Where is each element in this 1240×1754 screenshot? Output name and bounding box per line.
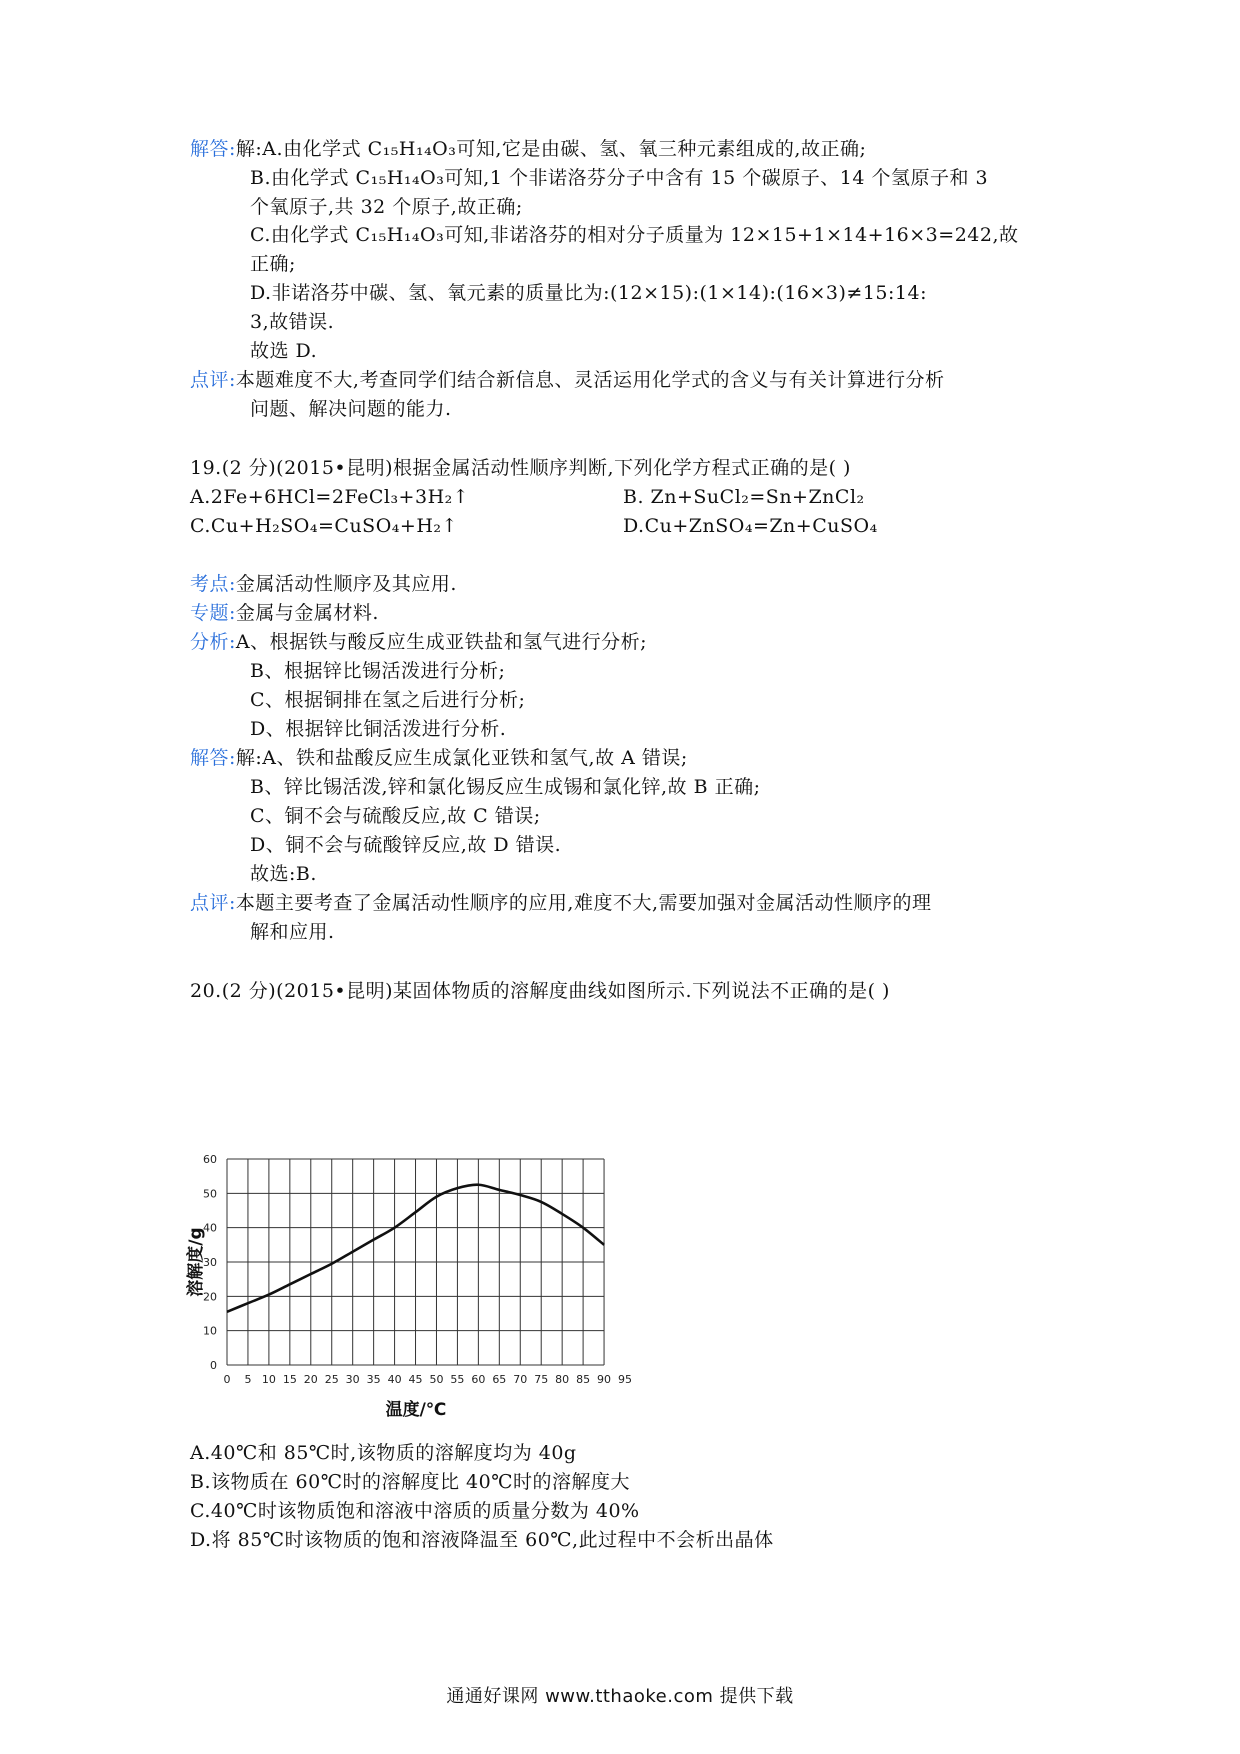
solution-line: 故选 D.	[250, 340, 318, 362]
q20-option-b: B.该物质在 60℃时的溶解度比 40℃时的溶解度大	[190, 1471, 630, 1493]
x-tick-label: 65	[492, 1373, 507, 1386]
solution-line: 故选:B.	[250, 863, 317, 885]
page-footer: 通通好课网 www.tthaoke.com 提供下载	[446, 1686, 794, 1707]
x-tick-label: 10	[261, 1373, 276, 1386]
topic-text: 金属活动性顺序及其应用.	[235, 573, 457, 595]
x-tick-label: 55	[450, 1373, 465, 1386]
q19-option-b: B. Zn+SuCl₂=Sn+ZnCl₂	[623, 486, 865, 508]
comment-line: 本题主要考查了金属活动性顺序的应用,难度不大,需要加强对金属活动性顺序的理	[235, 892, 932, 914]
solution-line: C、铜不会与硫酸反应,故 C 错误;	[250, 805, 541, 827]
q19-comment	[190, 890, 932, 916]
analysis-label: 分析:	[190, 631, 236, 653]
comment-block-18	[190, 367, 944, 393]
solution-label: 解答:	[190, 138, 236, 160]
solution-line: 个氧原子,共 32 个原子,故正确;	[250, 196, 523, 218]
x-tick-label: 5	[244, 1373, 252, 1386]
solution-line: 正确;	[250, 253, 296, 275]
comment-line: 解和应用.	[250, 921, 335, 943]
y-tick-label: 30	[203, 1256, 217, 1269]
solution-line: 解:A.由化学式 C₁₅H₁₄O₃可知,它是由碳、氢、氧三种元素组成的,故正确;	[235, 138, 867, 160]
q20-option-c: C.40℃时该物质饱和溶液中溶质的质量分数为 40%	[190, 1500, 640, 1522]
x-tick-label: 25	[324, 1373, 339, 1386]
solution-line: D、铜不会与硫酸锌反应,故 D 错误.	[250, 834, 562, 856]
q19-solution	[190, 745, 688, 771]
solution-line: C.由化学式 C₁₅H₁₄O₃可知,非诺洛芬的相对分子质量为 12×15+1×14+16×3=242,故	[250, 224, 1019, 246]
comment-label: 点评:	[190, 369, 236, 391]
comment-line: 问题、解决问题的能力.	[250, 398, 452, 420]
analysis-line: B、根据锌比锡活泼进行分析;	[250, 660, 506, 682]
x-tick-labels	[224, 1373, 633, 1386]
subject-text: 金属与金属材料.	[235, 602, 379, 624]
comment-label: 点评:	[190, 892, 236, 914]
q19-subject	[190, 600, 379, 626]
x-tick-label: 75	[534, 1373, 549, 1386]
topic-label: 考点:	[190, 573, 236, 595]
x-tick-label: 70	[513, 1373, 528, 1386]
y-tick-label: 10	[203, 1324, 217, 1338]
x-axis-label: 温度/℃	[385, 1400, 447, 1420]
x-tick-label: 90	[597, 1373, 612, 1386]
x-tick-label: 20	[303, 1373, 318, 1386]
y-tick-label: 0	[210, 1359, 217, 1372]
q20-option-d: D.将 85℃时该物质的饱和溶液降温至 60℃,此过程中不会析出晶体	[190, 1529, 774, 1551]
y-tick-label: 60	[203, 1153, 217, 1166]
x-tick-label: 40	[387, 1373, 402, 1386]
y-tick-label: 40	[203, 1221, 217, 1235]
q19-topic	[190, 571, 457, 597]
y-tick-label: 50	[203, 1187, 217, 1201]
subject-label: 专题:	[190, 602, 236, 624]
solution-line: 3,故错误.	[250, 311, 335, 333]
x-tick-label: 50	[429, 1373, 444, 1386]
solution-block-18	[190, 136, 866, 162]
x-tick-label: 85	[576, 1373, 591, 1386]
x-tick-label: 30	[345, 1373, 360, 1386]
q19-option-c: C.Cu+H₂SO₄=CuSO₄+H₂↑	[190, 515, 458, 537]
x-tick-label: 95	[618, 1373, 632, 1386]
chart-grid	[227, 1159, 604, 1365]
analysis-line: A、根据铁与酸反应生成亚铁盐和氢气进行分析;	[235, 631, 648, 653]
x-tick-label: 45	[408, 1373, 423, 1386]
x-tick-label: 35	[366, 1373, 381, 1386]
analysis-line: D、根据锌比铜活泼进行分析.	[250, 718, 507, 740]
solution-line: B.由化学式 C₁₅H₁₄O₃可知,1 个非诺洛芬分子中含有 15 个碳原子、14 个氢原子和 3	[250, 167, 989, 189]
q19-option-a: A.2Fe+6HCl=2FeCl₃+3H₂↑	[190, 486, 470, 508]
q20-option-a: A.40℃和 85℃时,该物质的溶解度均为 40g	[190, 1442, 577, 1464]
question-20-stem: 20.(2 分)(2015•昆明)某固体物质的溶解度曲线如图所示.下列说法不正确的是( )	[190, 980, 890, 1002]
question-19-stem: 19.(2 分)(2015•昆明)根据金属活动性顺序判断,下列化学方程式正确的是( )	[190, 457, 851, 479]
solution-label: 解答:	[190, 747, 236, 769]
y-tick-label: 20	[203, 1290, 217, 1304]
solution-line: D.非诺洛芬中碳、氢、氧元素的质量比为:(12×15):(1×14):(16×3)≠15:14:	[250, 282, 927, 304]
q19-analysis	[190, 629, 647, 655]
analysis-line: C、根据铜排在氢之后进行分析;	[250, 689, 526, 711]
solubility-chart	[185, 1143, 725, 1433]
x-tick-label: 60	[471, 1373, 486, 1386]
x-tick-label: 15	[282, 1373, 297, 1386]
x-tick-label: 0	[223, 1373, 231, 1386]
comment-line: 本题难度不大,考查同学们结合新信息、灵活运用化学式的含义与有关计算进行分析	[235, 369, 945, 391]
x-tick-label: 80	[555, 1373, 570, 1386]
solution-line: B、锌比锡活泼,锌和氯化锡反应生成锡和氯化锌,故 B 正确;	[250, 776, 761, 798]
y-axis-label: 溶解度/g	[186, 1227, 206, 1297]
q19-option-d: D.Cu+ZnSO₄=Zn+CuSO₄	[623, 515, 878, 537]
solution-line: 解:A、铁和盐酸反应生成氯化亚铁和氢气,故 A 错误;	[235, 747, 688, 769]
